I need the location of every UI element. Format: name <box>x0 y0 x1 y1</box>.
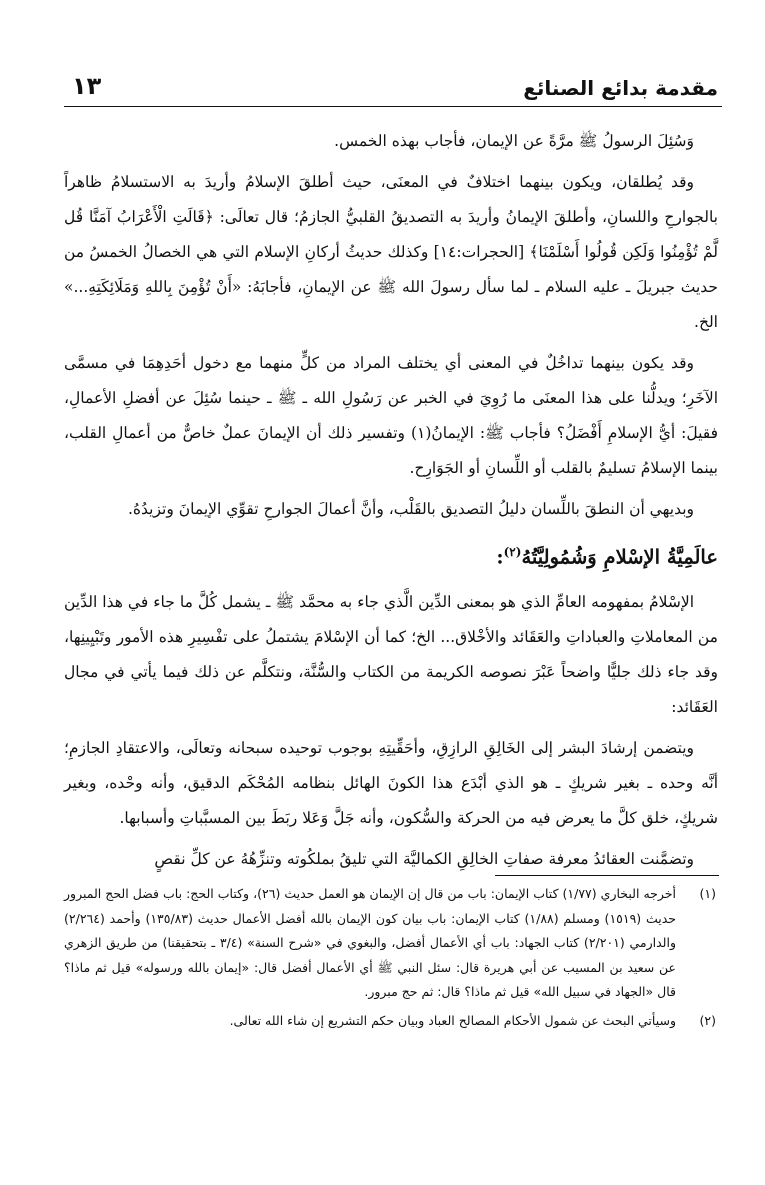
paragraph: وقد يُطلقان، ويكون بينهما اختلافٌ في المعنَى، حيث أطلقَ الإسلامُ وأريدَ به الاستسلامُ ظاهراً بالجوارحِ واللسانِ، وأطلقَ الإيمانُ وأريدَ به التصديقُ القلبيُّ الجازمُ؛ قال تعالَى: ﴿قَالَتِ الْأَعْرَابُ آمَنَّا قُل لَّمْ تُؤْمِنُوا وَلَكِن قُولُوا أَسْلَمْنَا﴾ [الحجرات:١٤] وكذلك حديثُ أركانِ الإسلام التي هي الخصالُ الخمسُ من حديث جبريلَ ـ عليه السلام ـ لما سأل رسولَ الله ﷺ عن الإيمانِ، فأجابَهُ: «أَنْ تُؤْمِنَ بِاللهِ وَمَلَائِكَتِهِ...» الخ. <box>64 173 718 331</box>
footnote <box>64 882 722 1005</box>
footnotes <box>64 882 722 1033</box>
footnote-text: وسيأتي البحث عن شمول الأحكام المصالح العباد وبيان حكم التشريع إن شاء الله تعالى. <box>229 1012 676 1028</box>
paragraph: وتضمَّنت العقائدُ معرفة صفاتِ الخالِقِ الكماليَّة التي تليقُ بملكُوته وتنزِّهُهُ عن كلِّ نقصٍ <box>154 849 694 868</box>
footnote-number: (٢) <box>699 1012 716 1028</box>
paragraph: ويتضمن إرشادَ البشر إلى الخَالِقِ الرازِقِ، وأحَقِّيتِهِ بوجوب توحيده سبحانه وتعالَى، والاعتقادِ الجازمِ؛ أنَّه وحده ـ بغير شريكٍ ـ هو الذي أبْدَع هذا الكونَ الهائل بنظامه المُحْكَم الدقيق، وأنه وحْده، وبغير شريكٍ، خلق كلَّ ما يعرض فيه من الحركة والسُّكون، وأنه جَلَّ وَعَلا ربَطَ بين المسبَّباتِ وأسبابها. <box>64 738 718 827</box>
footnote <box>64 1009 722 1034</box>
paragraph: وَسُئِلَ الرسولُ ﷺ مرَّةً عن الإيمان، فأجاب بهذه الخمس. <box>334 132 694 150</box>
running-title: مقدمة بدائع الصنائع <box>523 76 718 100</box>
paragraph: الإسْلامُ بمفهومه العامِّ الذي هو بمعنى الدِّين الَّذي جاء به محمَّد ﷺ ـ يشمل كُلَّ ما جاء في هذا الدِّين من المعاملاتِ والعباداتِ والعَقَائد والأخْلاق... الخ؛ كما أن الإسْلامَ يشتملُ على تفْسِيرِ هذه الأمور وتَبْيِينِها، وقد جاء ذلك جليًّا واضحاً عَبْرَ نصوصه الكريمة من الكتاب والسُّنَّة، ونتكلَّم عن ذلك فيما يأتي في مجال العَقَائد: <box>64 592 718 716</box>
footnote-number: (١) <box>699 886 716 901</box>
section-heading: عالَمِيَّةُ الإسْلامِ وَشُمُولِيَّتُهُ$^{(٢)}$: <box>496 545 718 569</box>
footnote-text: أخرجه البخاري (١/٧٧) كتاب الإيمان: باب من قال إن الإيمان هو العمل حديث (٢٦)، وكتاب الحج: باب فضل الحج المبرور حديث (١٥١٩) ومسلم (١/٨٨) كتاب الإيمان: باب بيان كون الإيمان بالله أفضل الأعمال حديث (١٣٥/٨٣) وأحمد (٢/٢٦٤) والدارمي (٢/٢٠١) كتاب الجهاد: باب أي الأعمال أفضل، والبغوي في «شرح السنة» (٣/٤ ـ بتحقيقنا) من طريق الزهري عن سعيد بن المسيب عن أبي هريرة قال: سئل النبي ﷺ أي الأعمال أفضل قال: «إيمان بالله ورسوله» قيل ثم ماذا؟ قال «الجهاد في سبيل الله» قيل ثم ماذا؟ قال: ثم حج مبرور. <box>64 886 677 999</box>
section-heading-text: عالَمِيَّةُ الإسْلامِ وَشُمُولِيَّتُهُ <box>521 545 718 569</box>
page-number: ١٣ <box>72 72 102 100</box>
paragraph: وقد يكون بينهما تداخُلٌ في المعنى أي يختلف المراد من كلٍّ منهما مع دخول أحَدِهِمَا في مسمَّى الآخَرِ؛ ويدلُّنا على هذا المعنَى ما رُوِيَ في الخبر عن رَسُولِ الله ـ ﷺ ـ حينما سُئِلَ عن أفضلِ الأعمالِ، فقيلَ: أيُّ الإسلامِ أَفْضَلُ؟ فأجاب ﷺ: الإيمانُ(١) وتفسير ذلك أن الإيمانَ عملٌ خاصٌّ من أعمالِ القلب، بينما الإسلامُ تسليمٌ بالقلب أو اللِّسانِ أو الجَوَارِح. <box>64 354 718 477</box>
page-header <box>64 62 722 107</box>
paragraph: وبديهي أن النطقَ باللِّسان دليلُ التصديق بالقَلْب، وأنَّ أعمالَ الجوارحِ تقوِّي الإيمانَ وتزيدُهُ. <box>128 500 694 518</box>
footnote-separator <box>495 875 719 876</box>
footnote-ref: (٢) <box>503 545 522 559</box>
main-text <box>64 124 718 883</box>
